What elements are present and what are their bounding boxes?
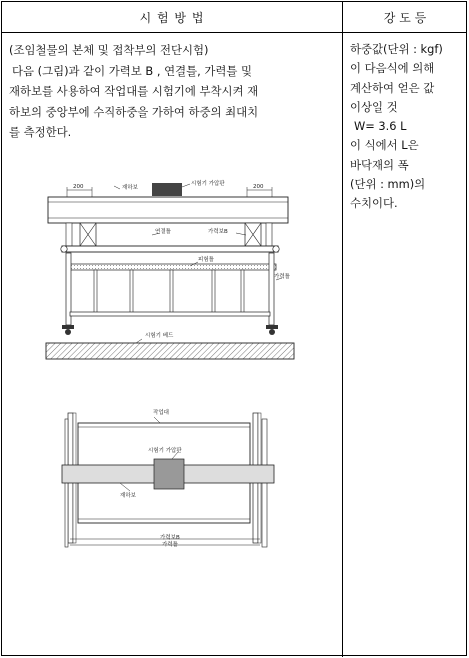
strength-line-8: 수치이다. — [350, 196, 398, 211]
loading-plate-plan-label: 시험기 가압판 — [148, 448, 182, 454]
strength-line-4: 이상일 것 — [350, 99, 398, 114]
method-line-3: 하보의 중앙부에 수직하중을 가하여 하중의 최대치 — [9, 104, 259, 119]
force-beam-b-plan-label: 가력보B — [160, 535, 180, 541]
strength-line-3: 계산하여 얻은 값 — [350, 80, 435, 95]
dim-right-label: 200 — [253, 184, 264, 190]
strength-line-6: 바닥재의 폭 — [350, 157, 409, 172]
loading-beam-label: 재하보 — [122, 185, 138, 191]
connector-label: 연결틀 — [155, 229, 171, 235]
force-frame-plan-label: 가력틀 — [162, 542, 178, 548]
loading-beam — [48, 197, 288, 223]
work-table-label: 작업대 — [153, 410, 169, 416]
dim-left-label: 200 — [73, 184, 84, 190]
test-piece — [70, 264, 276, 270]
loading-plate — [152, 183, 182, 196]
figure-plan — [50, 405, 290, 555]
header-divider — [1, 32, 467, 33]
method-subtitle: (조임철물의 본체 및 접착부의 전단시험) — [9, 43, 209, 57]
method-line-2: 재하보를 사용하여 작업대를 시험기에 부착시켜 재 — [9, 84, 259, 98]
column-divider — [342, 1, 343, 657]
strength-line-2: 이 다음식에 의해 — [350, 61, 435, 76]
force-beam-b — [62, 246, 278, 252]
strength-text — [350, 40, 466, 214]
bed-label: 시험기 베드 — [145, 333, 174, 339]
force-frame-label: 가력틀 — [274, 274, 290, 280]
header-strength: 강 도 등 — [383, 10, 427, 25]
method-line-1: 다음 (그림)과 같이 가력보 B , 연결틀, 가력틀 및 — [12, 63, 252, 78]
loading-plate-label: 시험기 가압판 — [191, 181, 225, 187]
test-piece-label: 피험틀 — [198, 257, 214, 263]
test-bed — [46, 343, 294, 359]
strength-line-7: (단위 : mm)의 — [350, 177, 426, 192]
figure-elevation — [40, 177, 300, 367]
method-line-4: 를 측정한다. — [9, 125, 72, 139]
header-method: 시 험 방 법 — [139, 10, 205, 25]
loading-plate-plan — [154, 459, 184, 489]
strength-line-1: 하중값(단위 : kgf) — [350, 42, 443, 56]
strength-line-5: 이 식에서 L은 — [350, 138, 419, 153]
force-beam-b-label: 가력보B — [208, 229, 228, 235]
method-text — [9, 40, 337, 143]
strength-formula: W= 3.6 L — [354, 119, 407, 134]
loading-beam-plan-label: 재하보 — [120, 493, 136, 499]
